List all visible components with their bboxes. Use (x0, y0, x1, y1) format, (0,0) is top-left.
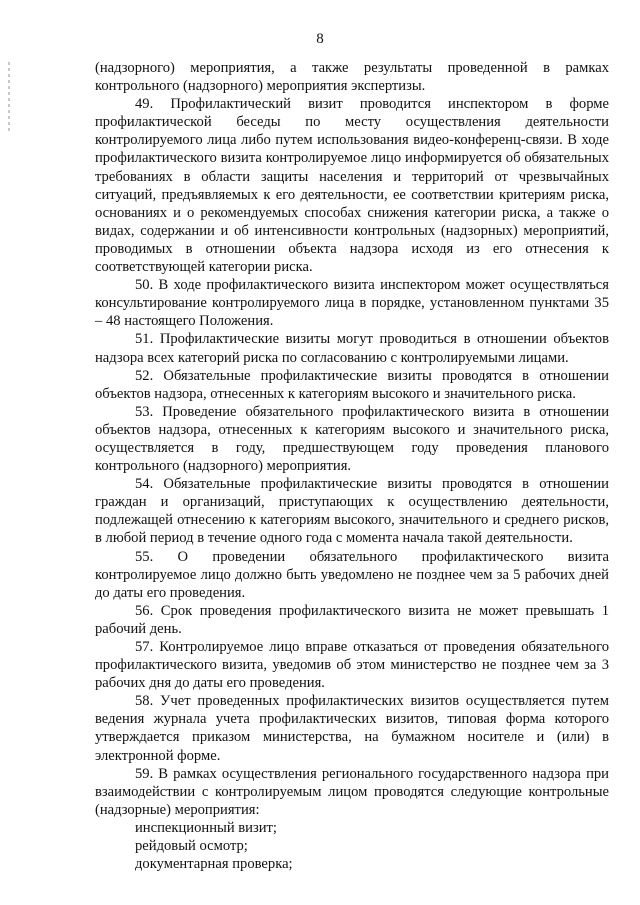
paragraph-57: 57. Контролируемое лицо вправе отказаться от проведения обязательного профилактического визита, уведомив об этом министерство не позднее чем за 3 рабочих дня до даты его проведения. (95, 639, 609, 692)
paragraph-54: 54. Обязательные профилактические визиты проводятся в отношении граждан и организаций, приступающих к осуществлению деятельности, подлежащей отнесению к категориям высокого, значительного и среднего рисков, в любой период в течение одного года с момента начала такой деятельности. (95, 476, 609, 547)
list-item-inspection-visit: инспекционный визит; (135, 819, 277, 836)
paragraph-49: 49. Профилактический визит проводится инспектором в форме профилактической беседы по месту осуществления деятельности контролируемого лица либо путем использования видео-конференц-связи. В ходе профилактического визита контролируемое лицо информируется об обязательных требованиях в области защиты населения и территорий от чрезвычайных ситуаций, предъявляемых к его деятельности, ее соответствии критериям риска, основаниях и о рекомендуемых способах снижения категории риска, а также о видах, содержании и об интенсивности контрольных (надзорных) мероприятий, проводимых в отношении объекта надзора исходя из его отнесения к соответствующей категории риска. (95, 96, 609, 276)
paragraph-59: 59. В рамках осуществления регионального государственного надзора при взаимодействии с контролируемым лицом проводятся следующие контрольные (надзорные) мероприятия: (95, 765, 609, 818)
paragraph-continuation: (надзорного) мероприятия, а также результаты проведенной в рамках контрольного (надзорного) мероприятия экспертизы. (95, 60, 609, 95)
document-body (95, 59, 609, 873)
paragraph-51: 51. Профилактические визиты могут проводиться в отношении объектов надзора всех категорий риска по согласованию с контролируемыми лицами. (95, 331, 609, 366)
page-number: 8 (316, 31, 324, 47)
paragraph-55: 55. О проведении обязательного профилактического визита контролируемое лицо должно быть уведомлено не позднее чем за 5 рабочих дней до даты его проведения. (95, 548, 609, 601)
paragraph-53: 53. Проведение обязательного профилактического визита в отношении объектов надзора, отнесенных к категориям высокого и значительного риска, осуществляется в году, предшествующем году проведения планового контрольного (надзорного) мероприятия. (95, 403, 609, 475)
paragraph-52: 52. Обязательные профилактические визиты проводятся в отношении объектов надзора, отнесенных к категориям высокого и значительного риска. (95, 367, 609, 402)
paragraph-58: 58. Учет проведенных профилактических визитов осуществляется путем ведения журнала учета профилактических визитов, типовая форма которого утверждается приказом министерства, на бумажном носителе и (или) в электронной форме. (95, 693, 609, 764)
margin-scan-mark (8, 62, 10, 132)
list-item-raid-inspection: рейдовый осмотр; (135, 838, 248, 855)
paragraph-56: 56. Срок проведения профилактического визита не может превышать 1 рабочий день. (95, 602, 609, 637)
list-item-documentary-check: документарная проверка; (135, 856, 293, 873)
paragraph-50: 50. В ходе профилактического визита инспектором может осуществляться консультирование контролируемого лица в порядке, установленном пунктами 35 – 48 настоящего Положения. (95, 277, 609, 330)
